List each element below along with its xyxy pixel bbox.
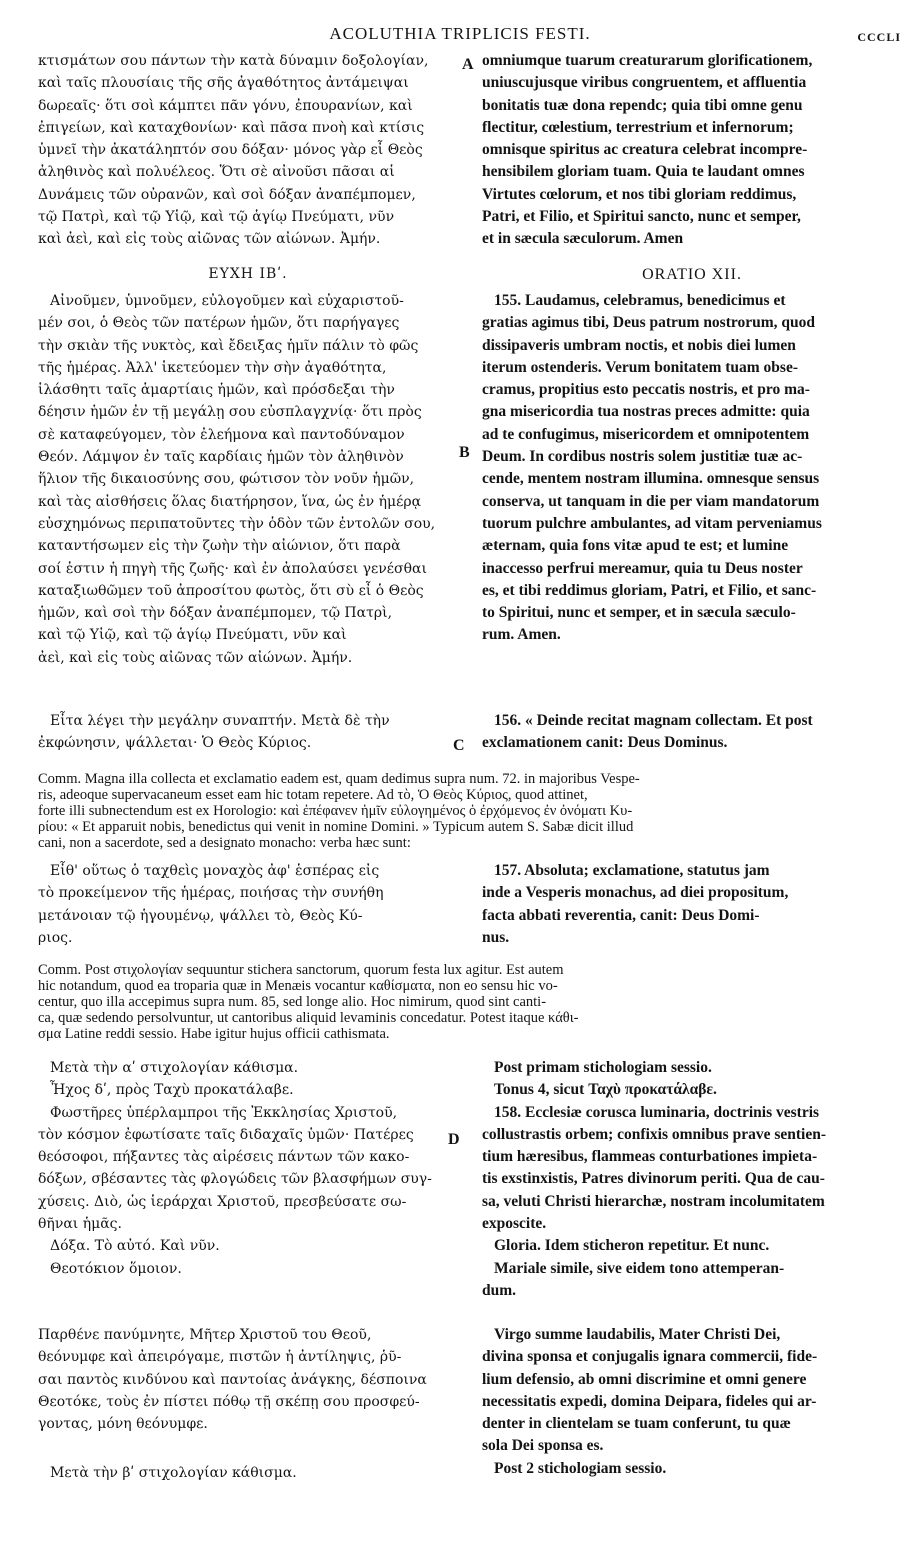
latin-line: Virtutes cœlorum, et nos tibi gloriam reddimus, bbox=[482, 185, 797, 203]
latin-line: et in sæcula sæculorum. Amen bbox=[482, 230, 684, 248]
latin-line: dum. bbox=[482, 1281, 517, 1299]
commentary-line: ris, adeoque supervacaneum esset eam hic totam repetere. Ad τὸ, Ὁ Θεὸς Κύριος, quod attinet, bbox=[38, 787, 588, 803]
latin-second-cathisma-rubric bbox=[482, 1458, 902, 1480]
latin-line: es, et tibi reddimus gloriam, Patri, et Filio, et sanc- bbox=[482, 581, 817, 599]
latin-line: collustrastis orbem; confixis omnibus prave sentien- bbox=[482, 1125, 827, 1143]
greek-line: καὶ ἀεὶ, καὶ εἰς τοὺς αἰῶνας τῶν αἰώνων. Ἀμήν. bbox=[38, 231, 381, 248]
greek-line: τὸν κόσμον ἐφωτίσατε ταῖς διδαχαῖς ὑμῶν· Πατέρες bbox=[38, 1126, 414, 1143]
greek-line: κτισμάτων σου πάντων τὴν κατὰ δύναμιν δοξολογίαν, bbox=[38, 53, 429, 69]
latin-prayer-continuation bbox=[482, 50, 902, 251]
greek-prayer-heading: ΕΥΧΗ ΙΒʹ. bbox=[208, 266, 288, 282]
running-title: ACOLUTHIA TRIPLICIS FESTI. bbox=[329, 24, 591, 43]
latin-line: 158. Ecclesiæ corusca luminaria, doctrinis vestris bbox=[494, 1103, 820, 1121]
margin-letter-a: A bbox=[462, 56, 474, 73]
greek-line: ἱλάσθητι ταῖς ἁμαρτίαις ἡμῶν, καὶ πρόσδεξαι τὴν bbox=[38, 382, 395, 399]
latin-line: uniuscujusque viribus congruentem, et affluentia bbox=[482, 74, 807, 92]
latin-oratio-twelve bbox=[482, 290, 902, 647]
greek-second-cathisma-rubric bbox=[38, 1462, 458, 1484]
greek-line: σὲ καταφεύγομεν, τὸν ἐλεήμονα καὶ παντοδύναμον bbox=[38, 426, 405, 443]
greek-line: Παρθένε πανύμνητε, Μῆτερ Χριστοῦ του Θεοῦ, bbox=[38, 1327, 372, 1343]
latin-line: Mariale simile, sive eidem tono attemperan- bbox=[494, 1259, 785, 1277]
latin-rubric: Post 2 stichologiam sessio. bbox=[494, 1460, 667, 1477]
latin-line: omniumque tuarum creaturarum glorificationem, bbox=[482, 52, 813, 69]
latin-line: inde a Vesperis monachus, ad diei propositum, bbox=[482, 884, 789, 902]
latin-line: facta abbati reverentia, canit: Deus Domi- bbox=[482, 906, 760, 924]
latin-line: tium hæresibus, flammeas conturbationes impieta- bbox=[482, 1148, 818, 1166]
latin-line: tis exstinxistis, Patres divinorum periti. Qua de cau- bbox=[482, 1170, 825, 1188]
greek-line: καὶ ταῖς πλουσίαις τῆς σῆς ἀγαθότητος ἀντάμειψαι bbox=[38, 75, 409, 92]
latin-line: conserva, ut tanquam in die per viam mandatorum bbox=[482, 492, 820, 510]
latin-line: lium defensio, ab omni discrimine et omni genere bbox=[482, 1370, 807, 1388]
latin-line: hensibilem gloriam tuam. Quia te laudant omnes bbox=[482, 163, 805, 181]
greek-line: καταξιωθῶμεν τοῦ ἀπροσίτου φωτὸς, ὅτι σὺ εἶ ὁ Θεὸς bbox=[38, 582, 424, 599]
latin-line: cende, mentem nostram illumina. omnesque sensus bbox=[482, 470, 820, 488]
greek-rubric-collect bbox=[38, 710, 458, 755]
greek-line: τῷ Πατρὶ, καὶ τῷ Υἱῷ, καὶ τῷ ἁγίῳ Πνεύματι, νῦν bbox=[38, 209, 395, 226]
greek-line: θῆναι ἡμᾶς. bbox=[38, 1216, 122, 1233]
latin-line: Patri, et Filio, et Spiritui sancto, nunc et semper, bbox=[482, 208, 801, 226]
latin-line: rum. Amen. bbox=[482, 626, 561, 644]
commentary-line: Comm. Magna illa collecta et exclamatio eadem est, quam dedimus supra num. 72. in majoribus Vespe- bbox=[38, 771, 640, 787]
latin-rubric-collect bbox=[482, 710, 902, 755]
greek-line: μετάνοιαν τῷ ἡγουμένῳ, ψάλλει τὸ, Θεὸς Κύ- bbox=[38, 907, 363, 924]
greek-prayer-continuation bbox=[38, 50, 458, 251]
latin-rubric: Gloria. Idem sticheron repetitur. Et nunc. bbox=[494, 1237, 770, 1255]
greek-line: καταντήσωμεν εἰς τὴν ζωὴν τὴν αἰώνιον, ὅτι παρὰ bbox=[38, 538, 401, 555]
greek-line: ἐκφώνησιν, ψάλλεται· Ὁ Θεὸς Κύριος. bbox=[38, 735, 312, 752]
latin-line: 155. Laudamus, celebramus, benedicimus et bbox=[494, 292, 786, 309]
latin-cathisma-one bbox=[482, 1057, 902, 1302]
greek-line: τὸ προκείμενον τῆς ἡμέρας, ποιήσας τὴν συνήθη bbox=[38, 885, 384, 902]
commentary-two bbox=[38, 962, 902, 1042]
greek-tone-rubric: Ἦχος δʹ, πρὸς Ταχὺ προκατάλαβε. bbox=[50, 1082, 294, 1099]
latin-line: necessitatis expedi, domina Deipara, fideles qui ar- bbox=[482, 1392, 817, 1410]
greek-line: μέν σοι, ὁ Θεὸς τῶν πατέρων ἡμῶν, ὅτι παρήγαγες bbox=[38, 315, 400, 332]
greek-rubric: Μετὰ τὴν βʹ στιχολογίαν κάθισμα. bbox=[50, 1465, 297, 1481]
latin-line: 156. « Deinde recitat magnam collectam. Et post bbox=[494, 712, 813, 729]
greek-rubric: Δόξα. Τὸ αὐτό. Καὶ νῦν. bbox=[50, 1238, 220, 1255]
greek-line: θεόσοφοι, πήξαντες τὰς αἱρέσεις πάντων τῶν κακο- bbox=[38, 1149, 410, 1166]
commentary-line: ρίου: « Et apparuit nobis, benedictus qui venit in nomine Domini. » Typicum autem S. Sabæ dicit illud bbox=[38, 819, 634, 835]
latin-line: cramus, propitius esto peccatis nostris, et pro ma- bbox=[482, 381, 810, 399]
greek-line: Φωστῆρες ὑπέρλαμπροι τῆς Ἐκκλησίας Χριστοῦ, bbox=[50, 1104, 398, 1121]
commentary-line: cani, non a sacerdote, sed a designato monacho: verba hæc sunt: bbox=[38, 835, 411, 851]
greek-line: χύσεις. Διὸ, ὡς ἱεράρχαι Χριστοῦ, πρεσβεύσατε σω- bbox=[38, 1193, 407, 1210]
margin-letter-d: D bbox=[448, 1131, 460, 1148]
folio-number: CCCLI bbox=[857, 30, 901, 44]
commentary-line: centur, quo illa accepimus supra num. 85, sed longe alio. Hoc nimirum, quod sint canti- bbox=[38, 994, 547, 1010]
latin-line: æternam, quia fons vitæ apud te est; et lumine bbox=[482, 537, 789, 555]
greek-theotokion bbox=[38, 1324, 458, 1435]
commentary-line: forte illi subnectendum est ex Horologio: καὶ ἐπέφανεν ἡμῖν εὐλογημένος ὁ ἐρχόμενος ἐν ὀνόματι Κυ- bbox=[38, 803, 633, 819]
greek-line: τῆς ἡμέρας. Ἀλλ' ἱκετεύομεν τὴν σὴν ἀγαθότητα, bbox=[38, 359, 387, 376]
margin-letter-c: C bbox=[453, 737, 465, 754]
latin-line: iterum ostenderis. Verum bonitatem tuam obse- bbox=[482, 358, 799, 376]
latin-line: nus. bbox=[482, 928, 510, 946]
greek-line: Αἰνοῦμεν, ὑμνοῦμεν, εὐλογοῦμεν καὶ εὐχαριστοῦ- bbox=[50, 293, 404, 309]
greek-cathisma-one bbox=[38, 1057, 458, 1280]
latin-line: 157. Absoluta; exclamatione, statutus jam bbox=[494, 862, 770, 879]
greek-line: καὶ τῷ Υἱῷ, καὶ τῷ ἁγίῳ Πνεύματι, νῦν καὶ bbox=[38, 627, 347, 644]
margin-letter-b: B bbox=[459, 444, 470, 461]
greek-line: θεόνυμφε καὶ ἀπειρόγαμε, πιστῶν ἡ ἀντίληψις, ῥῦ- bbox=[38, 1349, 402, 1366]
greek-line: σαι παντὸς κινδύνου καὶ παντοίας ἀνάγκης, δέσποινα bbox=[38, 1371, 427, 1388]
greek-line: δωρεαῖς· ὅτι σοὶ κάμπτει πᾶν γόνυ, ἐπουρανίων, καὶ bbox=[38, 97, 413, 114]
latin-line: sa, veluti Christi hierarchæ, nostram incolumitatem bbox=[482, 1192, 825, 1210]
latin-line: inaccesso perfrui mereamur, quia tu Deus noster bbox=[482, 559, 803, 577]
latin-line: flectitur, cœlestium, terrestrium et infernorum; bbox=[482, 118, 794, 136]
latin-line: exclamationem canit: Deus Dominus. bbox=[482, 734, 728, 752]
commentary-line: Comm. Post στιχολογίαν sequuntur stichera sanctorum, quorum festa lux agitur. Est autem bbox=[38, 962, 564, 978]
greek-line: τὴν σκιὰν τῆς νυκτὸς, καὶ ἔδειξας ἡμῖν πάλιν τὸ φῶς bbox=[38, 337, 419, 354]
latin-line: exposcite. bbox=[482, 1215, 547, 1233]
latin-line: gratias agimus tibi, Deus patrum nostrorum, quod bbox=[482, 314, 816, 332]
greek-line: δόξων, σβέσαντες τὰς φλογώδεις τῶν βλασφήμων συγ- bbox=[38, 1171, 432, 1188]
greek-line: γοντας, μόνη θεόνυμφε. bbox=[38, 1416, 208, 1433]
greek-line: ἐπιγείων, καὶ καταχθονίων· καὶ πᾶσα πνοὴ καὶ κτίσις bbox=[38, 119, 425, 136]
latin-line: sola Dei sponsa es. bbox=[482, 1437, 604, 1455]
greek-line: Δυνάμεις τῶν οὐρανῶν, καὶ σοὶ δόξαν ἀναπέμπομεν, bbox=[38, 186, 416, 203]
greek-line: ὑμνεῖ τὴν ἀκατάληπτόν σου δόξαν· μόνος γὰρ εἶ Θεὸς bbox=[38, 142, 423, 159]
latin-line: divina sponsa et conjugalis ignara commercii, fide- bbox=[482, 1348, 818, 1366]
latin-line: tuorum pulchre ambulantes, ad vitam perveniamus bbox=[482, 514, 822, 532]
greek-line: δέησιν ἡμῶν ἐν τῇ μεγάλῃ σου εὐσπλαγχνίᾳ· ὅτι πρὸς bbox=[38, 404, 422, 421]
latin-tone-rubric: Tonus 4, sicut Ταχὺ προκατάλαβε. bbox=[494, 1081, 717, 1099]
greek-line: ἡμῶν, καὶ σοὶ τὴν δόξαν ἀναπέμπομεν, τῷ Πατρὶ, bbox=[38, 605, 393, 622]
greek-rubric: Θεοτόκιον ὅμοιον. bbox=[50, 1260, 182, 1277]
greek-line: Θεόν. Λάμψον ἐν ταῖς καρδίαις ἡμῶν τὸν ἀληθινὸν bbox=[38, 449, 404, 466]
greek-line: ἀληθινὸς καὶ πολυέλεος. Ὅτι σὲ αἰνοῦσι πᾶσαι αἱ bbox=[38, 164, 395, 181]
greek-line: ἀεὶ, καὶ εἰς τοὺς αἰῶνας τῶν αἰώνων. Ἀμήν. bbox=[38, 649, 353, 666]
greek-rubric: Μετὰ τὴν αʹ στιχολογίαν κάθισμα. bbox=[50, 1060, 299, 1076]
latin-line: Virgo summe laudabilis, Mater Christi Dei, bbox=[494, 1326, 781, 1343]
greek-typicon-rubric bbox=[38, 860, 458, 949]
latin-line: gna misericordia tua nostras preces admitte: quia bbox=[482, 403, 810, 421]
commentary-line: σμα Latine reddi sessio. Habe igitur hujus officii cathismata. bbox=[38, 1026, 390, 1042]
greek-prayer-twelve bbox=[38, 290, 458, 669]
greek-line: Εἶτα λέγει τὴν μεγάλην συναπτήν. Μετὰ δὲ τὴν bbox=[50, 713, 390, 729]
commentary-line: hic notandum, quod ea troparia quæ in Menæis vocantur καθίσματα, non eo sensu hic vo- bbox=[38, 978, 558, 994]
latin-line: ad te confugimus, misericordem et omnipotentem bbox=[482, 425, 810, 443]
greek-line: Εἶθ' οὕτως ὁ ταχθεὶς μοναχὸς ἀφ' ἑσπέρας εἰς bbox=[50, 863, 380, 879]
latin-line: denter in clientelam se tuam conferunt, tu quæ bbox=[482, 1415, 791, 1433]
latin-mariale bbox=[482, 1324, 902, 1458]
greek-line: Θεοτόκε, τοὺς ἐν πίστει πόθῳ τῇ σκέπῃ σου προσφεύ- bbox=[38, 1393, 420, 1410]
commentary-one bbox=[38, 771, 902, 851]
latin-typicon-rubric bbox=[482, 860, 902, 949]
greek-line: σοί ἐστιν ἡ πηγὴ τῆς ζωῆς· καὶ ἐν ἀπολαύσει γενέσθαι bbox=[38, 560, 427, 577]
latin-line: bonitatis tuæ dona rependc; quia tibi omne genu bbox=[482, 96, 803, 114]
greek-line: καὶ τὰς αἰσθήσεις ὅλας διατήρησον, ἵνα, ὡς ἐν ἡμέρᾳ bbox=[38, 493, 422, 510]
greek-line: ριος. bbox=[38, 929, 73, 946]
commentary-line: ca, quæ sedendo persolvuntur, ut cantoribus aliquid levaminis concedatur. Potest itaque κάθι- bbox=[38, 1010, 579, 1026]
latin-prayer-heading: ORATIO XII. bbox=[642, 266, 742, 283]
latin-rubric: Post primam stichologiam sessio. bbox=[494, 1059, 712, 1076]
greek-line: εὐσχημόνως περιπατοῦντες τὴν ὁδὸν τῶν ἐντολῶν σου, bbox=[38, 515, 436, 532]
latin-line: dissipaveris umbram noctis, et nobis diei lumen bbox=[482, 336, 796, 354]
latin-line: Deum. In cordibus nostris solem justitiæ tuæ ac- bbox=[482, 448, 803, 466]
latin-line: to Spiritui, nunc et semper, et in sæcula sæculo- bbox=[482, 604, 796, 622]
latin-line: omnisque spiritus ac creatura celebrat incompre- bbox=[482, 141, 808, 159]
greek-line: ἥλιον τῆς δικαιοσύνης σου, φώτισον τὸν νοῦν ἡμῶν, bbox=[38, 471, 415, 488]
